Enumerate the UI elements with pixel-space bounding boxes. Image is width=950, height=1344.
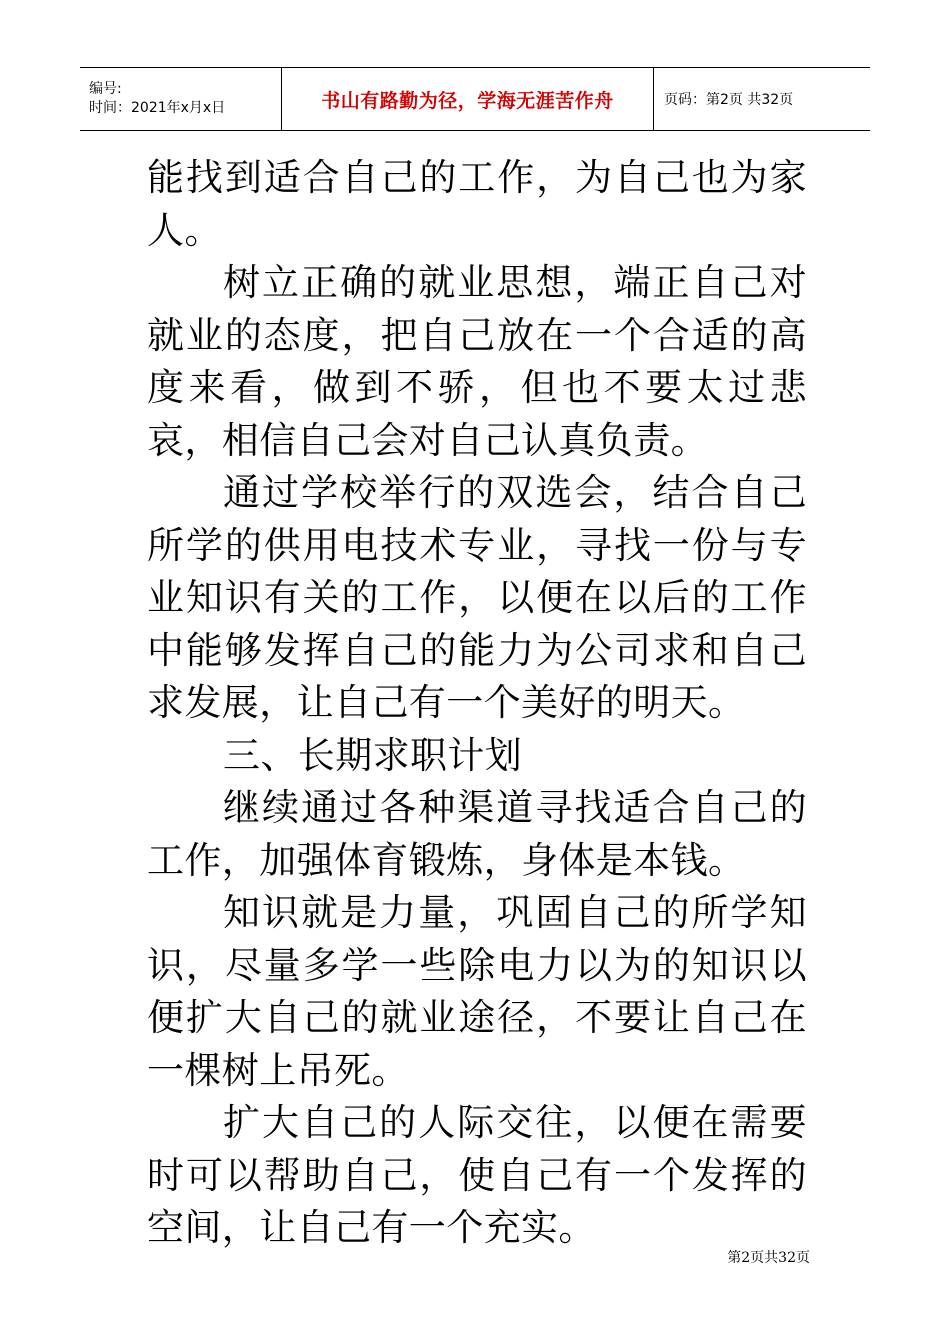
paragraph: 通过学校举行的双选会，结合自己所学的供用电技术专业，寻找一份与专业知识有关的工作，以便在以后的工作中能够发挥自己的能力为公司求和自己求发展，让自己有一个美好的明天。 [147,471,807,724]
paragraph: 继续通过各种渠道寻找适合自己的工作，加强体育锻炼，身体是本钱。 [147,786,807,882]
number-label: 编号: [89,81,122,97]
header-motto: 书山有路勤为径，学海无涯苦作舟 [282,68,654,130]
header-meta [80,68,282,130]
paragraph: 能找到适合自己的工作，为自己也为家人。 [147,156,807,252]
header-page-info: 页码：第2页 共32页 [664,92,794,108]
paragraph: 树立正确的就业思想，端正自己对就业的态度，把自己放在一个合适的高度来看，做到不骄，但也不要太过悲哀，相信自己会对自己认真负责。 [147,261,807,462]
paragraph: 知识就是力量，巩固自己的所学知识，尽量多学一些除电力以为的知识以便扩大自己的就业途径，不要让自己在一棵树上吊死。 [147,891,807,1092]
section-heading: 三、长期求职计划 [223,733,523,777]
document-body [147,152,807,1255]
page-header [80,67,870,131]
paragraph: 扩大自己的人际交往，以便在需要时可以帮助自己，使自己有一个发挥的空间，让自己有一个充实。 [147,1101,807,1249]
time-label: 时间：2021年x月x日 [89,100,226,116]
page-footer: 第2页共32页 [727,1250,810,1266]
